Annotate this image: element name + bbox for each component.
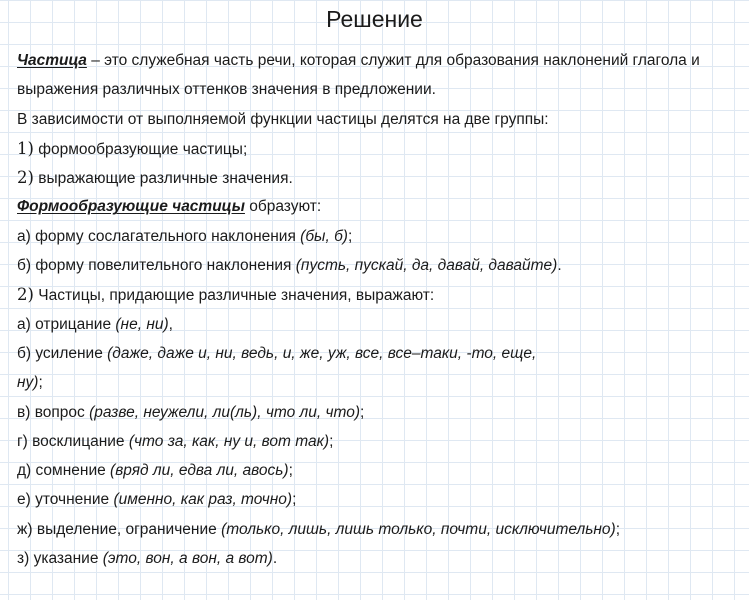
list-item: [17, 222, 742, 251]
item-examples: (даже, даже и, ни, ведь, и, же, уж, все, все–таки, -то, еще,: [107, 344, 537, 362]
list-item: [17, 515, 742, 544]
item-examples: (это, вон, а вон, а вот): [102, 550, 273, 568]
list-item: [17, 310, 742, 339]
list-item: [17, 398, 742, 427]
item-punct: ;: [347, 227, 353, 245]
item-examples: (только, лишь, лишь только, почти, исключительно): [221, 520, 616, 538]
list-item: [17, 456, 742, 485]
groups-intro: В зависимости от выполняемой функции частицы делятся на две группы:: [17, 110, 549, 128]
group-item-2: [17, 163, 742, 192]
definition-line-1: [17, 46, 742, 75]
item-text: в) вопрос: [17, 403, 90, 421]
item-punct: ;: [615, 520, 621, 538]
item-examples: (бы, б): [300, 227, 348, 245]
item-text: а) форму сослагательного наклонения: [17, 227, 301, 245]
list-item: [17, 251, 742, 280]
list-item: [17, 485, 742, 514]
item-examples: (не, ни): [115, 315, 169, 333]
item-punct: ;: [360, 403, 365, 421]
list-item-continuation: [17, 368, 742, 397]
item-punct: ;: [329, 432, 334, 450]
item-punct: .: [557, 257, 562, 275]
item-text: г) восклицание: [17, 432, 129, 450]
definition-line-2: выражения различных оттенков значения в предложении.: [17, 81, 436, 99]
item-punct: ,: [168, 315, 173, 333]
item-punct: ;: [38, 374, 43, 392]
formative-heading: [17, 192, 742, 221]
item-text: е) уточнение: [17, 491, 114, 509]
definition-text: – это служебная часть речи, которая служит для образования наклонений глагола и: [86, 52, 700, 69]
item-punct: .: [272, 550, 278, 568]
item-examples: ну): [17, 374, 39, 392]
item-examples: (пусть, пускай, да, давай, давайте): [295, 257, 558, 275]
item-examples: (вряд ли, едва ли, авось): [110, 462, 289, 480]
group-number: 1): [17, 138, 34, 158]
item-text: з) указание: [17, 550, 103, 568]
item-text: б) усиление: [17, 344, 108, 362]
list-item: [17, 544, 742, 573]
item-punct: ;: [292, 491, 297, 509]
item-text: б) форму повелительного наклонения: [17, 257, 296, 275]
item-text: ж) выделение, ограничение: [17, 520, 222, 538]
item-examples: (именно, как раз, точно): [113, 491, 293, 509]
solution-text: [17, 46, 742, 573]
group-item-1: [17, 134, 742, 163]
list-item: [17, 427, 742, 456]
item-text: а) отрицание: [17, 315, 116, 333]
group-text: выражающие различные значения.: [33, 170, 293, 188]
page-title: Решение: [326, 6, 423, 32]
formative-term: Формообразующие частицы: [17, 198, 245, 216]
definition-term: Частица: [17, 52, 87, 69]
formative-heading-text: образуют:: [244, 198, 322, 216]
group-number: 2): [17, 285, 34, 305]
list-item: [17, 339, 742, 368]
item-examples: (что за, как, ну и, вот так): [128, 432, 330, 450]
meaning-heading: [17, 280, 742, 309]
meaning-heading-text: Частицы, придающие различные значения, выражают:: [33, 287, 435, 305]
group-text: формообразующие частицы;: [33, 140, 248, 158]
item-examples: (разве, неужели, ли(ль), что ли, что): [89, 403, 361, 421]
group-number: 2): [17, 168, 34, 188]
item-punct: ;: [288, 462, 293, 480]
item-text: д) сомнение: [17, 462, 111, 480]
